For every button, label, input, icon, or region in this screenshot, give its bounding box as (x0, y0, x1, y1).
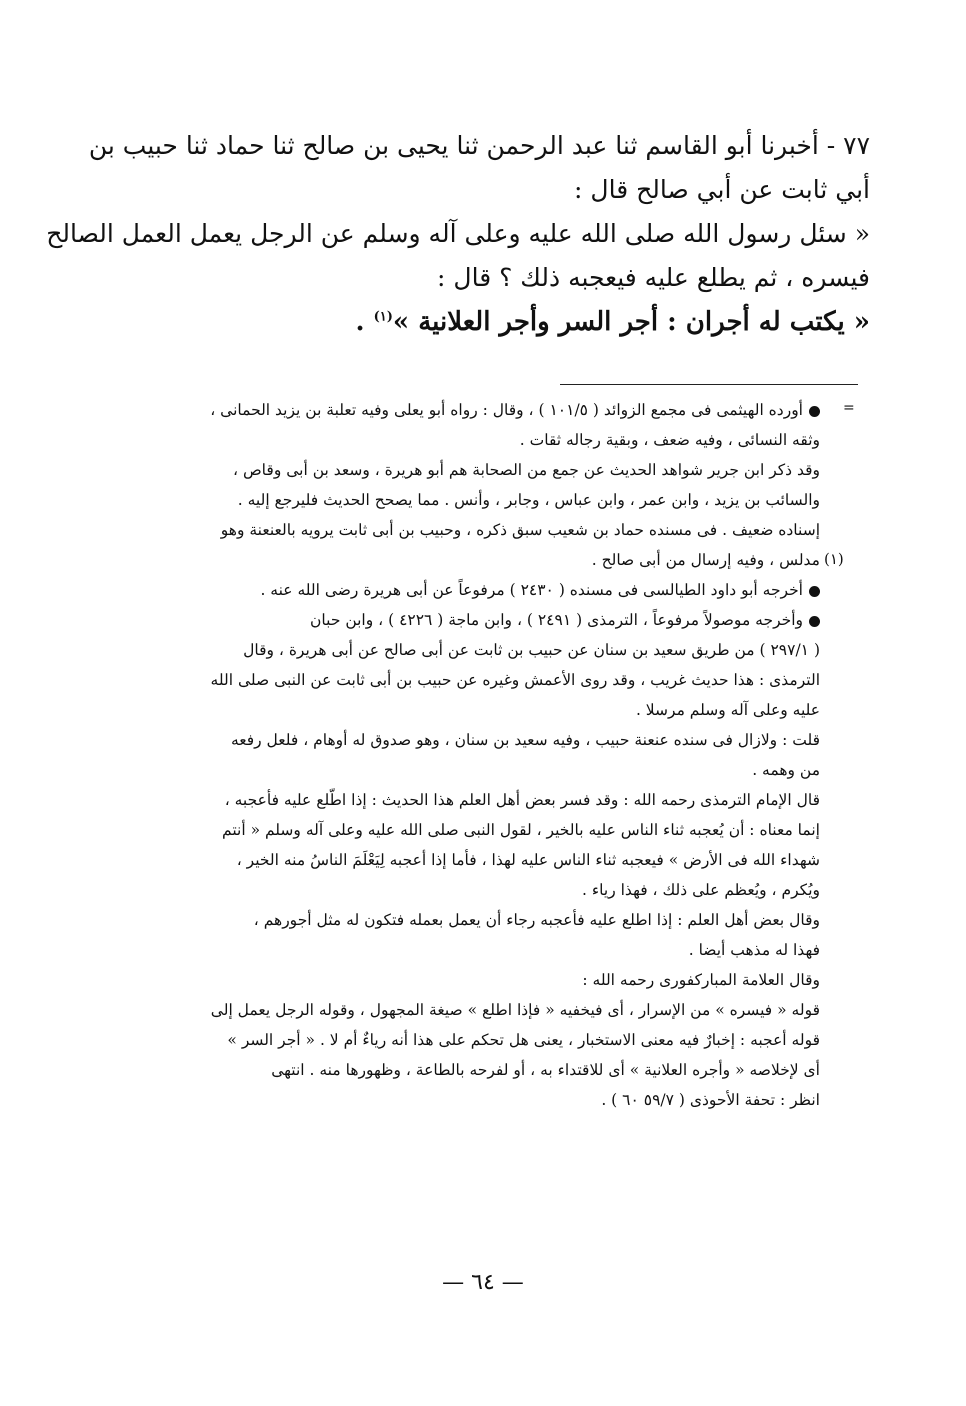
hadith-line: ٧٧ - أخبرنا أبو القاسم ثنا عبد الرحمن ثنا يحيى بن صالح ثنا حماد ثنا حبيب بن (88, 131, 870, 160)
footnote-line: أى لإخلاصه « وأجره العلانية » أى للاقتداء به ، أو لفرحه بالطاعة ، وظهورها منه . انتهى (271, 1061, 820, 1079)
hadith-line-bold (150, 300, 870, 344)
footnote-line: والسائب بن يزيد ، وابن عمر ، وابن عباس ، وجابر ، وأنس . مما يصحح الحديث فليرجع إليه . (237, 491, 820, 509)
footnote-line (150, 395, 820, 425)
page-number: — ٦٤ — (442, 1270, 524, 1295)
footnote-line: قلت : ولازال فى سنده عنعنة حبيب ، وفيه سعيد بن سنان ، وهو صدوق له أوهام ، فلعل رفعه (230, 731, 820, 749)
footnote-line: مدلس ، وفيه إرسال من أبى صالح . (591, 551, 820, 569)
footnote-line: وقال العلامة المباركفورى رحمه الله : (582, 971, 820, 989)
hadith-saying: « يكتب له أجران : أجر السر وأجر العلانية » (392, 307, 870, 337)
footnote-line: انظر : تحفة الأحوذى ( ٥٩/٧ ٦٠ ) . (601, 1091, 820, 1109)
footnote-text: أورده الهيثمى فى مجمع الزوائد ( ١٠١/٥ ) ، وقال : رواه أبو يعلى وفيه تعلبة بن يزيد الحمانى ، (210, 401, 803, 419)
footnote-line: الترمذى : هذا حديث غريب ، وقد روى الأعمش وغيره عن حبيب بن أبى ثابت عن النبى صلى الله (210, 671, 820, 689)
footnote-text: وأخرجه موصولاً مرفوعاً ، الترمذى ( ٢٤٩١ ) ، وابن ماجة ( ٤٢٢٦ ) ، وابن حبان (310, 611, 803, 629)
footnote-line (150, 605, 820, 635)
footnote-line: إسناده ضعيف . فى مسنده حماد بن شعيب سبق ذكره ، وحبيب بن أبى ثابت يرويه بالعنعنة وهو (220, 521, 820, 539)
footnote-separator (560, 384, 858, 385)
footnote-line: وثقه النسائى ، وفيه ضعف ، وبقية رجاله ثقات . (519, 431, 820, 449)
footnote-line: إنما معناه : أن يُعجبه ثناء الناس عليه بالخير ، لقول النبى صلى الله عليه وعلى آله وسلم « أنتم (222, 821, 820, 839)
footnote-reference: (١) (373, 309, 393, 325)
bullet-icon (809, 586, 820, 597)
hadith-line: فيسره ، ثم يطلع عليه فيعجبه ذلك ؟ قال : (437, 263, 870, 292)
footnote-line: شهداء الله فى الأرض » فيعجبه ثناء الناس عليه لهذا ، فأما إذا أعجبه لِيَعْلَمَ الناسُ منه الخير ، (236, 851, 820, 869)
footnote-line: قال الإمام الترمذى رحمه الله : وقد فسر بعض أهل العلم هذا الحديث : إذا اطّلع عليه فأعجبه ، (224, 791, 820, 809)
footnote-line: ويُكرم ، ويُعظم على ذلك ، فهذا رياء . (582, 881, 820, 899)
footnote-line: قوله أعجبه : إخبارٌ فيه معنى الاستخبار ، يعنى هل تحكم على هذا أنه رياءٌ أم لا . « أجر السر » (227, 1031, 820, 1049)
bullet-icon (809, 616, 820, 627)
hadith-line: « سئل رسول الله صلى الله عليه وعلى آله وسلم عن الرجل يعمل العمل الصالح (46, 219, 870, 248)
bullet-icon (809, 406, 820, 417)
footnote-line: قوله « فيسره » من الإسرار ، أى فيخفيه « فإذا اطلع » صيغة المجهول ، وقوله الرجل يعمل إلى (210, 1001, 820, 1019)
hadith-end: . (355, 307, 374, 337)
footnote-text: أخرجه أبو داود الطيالسى فى مسنده ( ٢٤٣٠ ) مرفوعاً عن أبى هريرة رضى الله عنه . (260, 581, 803, 599)
footnote-continuation-marker: = (843, 400, 855, 416)
footnote-line: ( ٢٩٧/١ ) من طريق سعيد بن سنان عن حبيب بن ثابت عن أبى صالح عن أبى هريرة ، وقال (243, 641, 820, 659)
footnote-line (150, 575, 820, 605)
footnotes (150, 395, 820, 1115)
footnote-line: من وهمه . (752, 761, 820, 779)
footnote-line: وقال بعض أهل العلم : إذا اطلع عليه فأعجبه رجاء أن يعمل بعمله فتكون له مثل أجورهم ، (253, 911, 820, 929)
footnote-line: وقد ذكر ابن جرير شواهد الحديث عن جمع من الصحابة هم أبو هريرة ، وسعد بن أبى وقاص ، (233, 461, 820, 479)
footnote-number: (١) (824, 550, 844, 568)
footnote-line: عليه وعلى آله وسلم مرسلا . (635, 701, 820, 719)
footnote-line: فهذا له مذهب أيضا . (688, 941, 820, 959)
hadith-text (46, 124, 870, 344)
hadith-line: أبي ثابت عن أبي صالح قال : (574, 175, 870, 204)
